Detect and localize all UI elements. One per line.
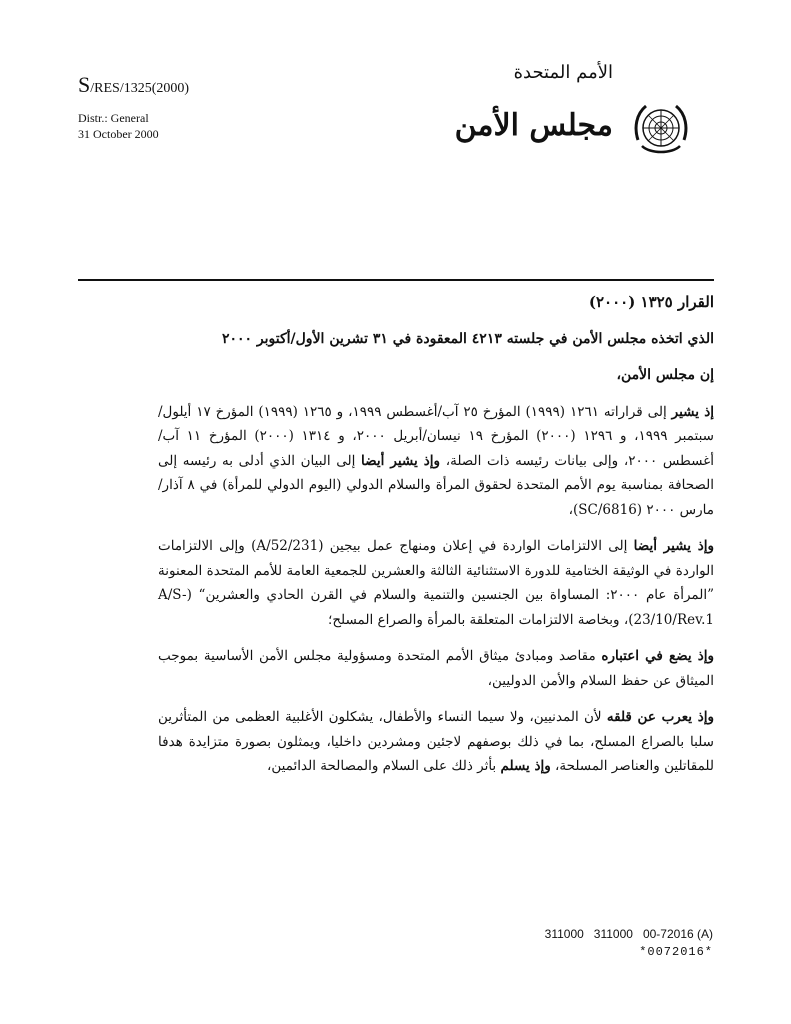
symbol-prefix: S (78, 72, 91, 97)
p4-text: لأن المدنيين، ولا سيما النساء والأطفال، يشكلون الأغلبية العظمى من المتأثرين سلبا بالصراع المسلح، بما في ذلك بوصفهم لاجئين ومشردين داخليا، ويمثلون بصورة متزايدة هدفا للمقاتلين والعناصر المسلحة، (158, 709, 714, 774)
p2-text: إلى الالتزامات الواردة في إعلان ومنهاج عمل بيجين (A/52/231) وإلى الالتزامات الواردة في الوثيقة الختامية للدورة الاستثنائية الثالثة والعشرين للجمعية العامة للأمم المتحدة المعنونة ”المرأة عام ٢٠٠٠: المساواة بين الجنسين والتنمية والسلام في القرن الحادي والعشرين“ (A/S-23/10/Rev.1)، وبخاصة الالتزامات المتعلقة بالمرأة والصراع المسلح؛ (158, 538, 714, 628)
preamble-paragraph-4 (158, 705, 714, 779)
p1-text-2: إلى البيان الذي أدلى به رئيسه إلى الصحافة بمناسبة يوم الأمم المتحدة لحقوق المرأة والسلام الدولي (اليوم الدولي للمرأة) في ٨ آذار/مارس ٢٠٠٠ (SC/6816)، (158, 452, 714, 518)
preamble-paragraph-1 (158, 400, 714, 523)
organization-name: الأمم المتحدة (513, 62, 613, 83)
p3-lead: وإذ يضع في اعتباره (601, 648, 714, 664)
p4-lead: وإذ يعرب عن قلقه (606, 709, 714, 725)
distribution-block (78, 110, 159, 142)
job-codes: 311000 311000 00-72016 (A) (544, 927, 713, 941)
adoption-line: الذي اتخذه مجلس الأمن في جلسته ٤٢١٣ المعقودة في ٣١ تشرين الأول/أكتوبر ٢٠٠٠ (221, 330, 714, 347)
resolution-body (158, 290, 714, 791)
preamble-paragraph-2 (158, 534, 714, 632)
preamble-paragraph-3 (158, 644, 714, 693)
barcode-text: *0072016* (639, 945, 713, 959)
issue-date: 31 October 2000 (78, 127, 159, 141)
p1-lead: إذ يشير (671, 403, 715, 420)
document-symbol (78, 72, 189, 98)
p1-text: إلى قراراته ١٢٦١ (١٩٩٩) المؤرخ ٢٥ آب/أغسطس ١٩٩٩، و ١٢٦٥ (١٩٩٩) المؤرخ ١٧ أيلول/سبتمبر ١٩٩٩، و ١٢٩٦ (٢٠٠٠) المؤرخ ١٩ نيسان/أبريل ٢٠٠٠، و ١٣١٤ (٢٠٠٠) المؤرخ ١١ آب/أغسطس ٢٠٠٠، وإلى بيانات رئيسه ذات الصلة، (158, 403, 714, 469)
symbol-rest: /RES/1325(2000) (90, 81, 190, 96)
opening-line: إن مجلس الأمن، (616, 367, 714, 383)
p1-lead-2: وإذ يشير أيضا (361, 452, 441, 469)
p2-lead: وإذ يشير أيضا (633, 538, 714, 554)
p4-text-2: بأثر ذلك على السلام والمصالحة الدائمين، (267, 758, 501, 774)
un-emblem-icon (632, 100, 690, 158)
distribution-label: Distr.: General (78, 111, 149, 125)
p3-text: مقاصد ومبادئ ميثاق الأمم المتحدة ومسؤولية مجلس الأمن الأساسية بموجب الميثاق عن حفظ السلام والأمن الدوليين، (158, 648, 714, 689)
resolution-title: القرار ١٣٢٥ (٢٠٠٠) (588, 293, 714, 311)
document-footer (545, 925, 713, 961)
p4-lead-2: وإذ يسلم (500, 758, 551, 774)
council-name: مجلس الأمن (454, 108, 613, 143)
header-rule (78, 279, 714, 281)
